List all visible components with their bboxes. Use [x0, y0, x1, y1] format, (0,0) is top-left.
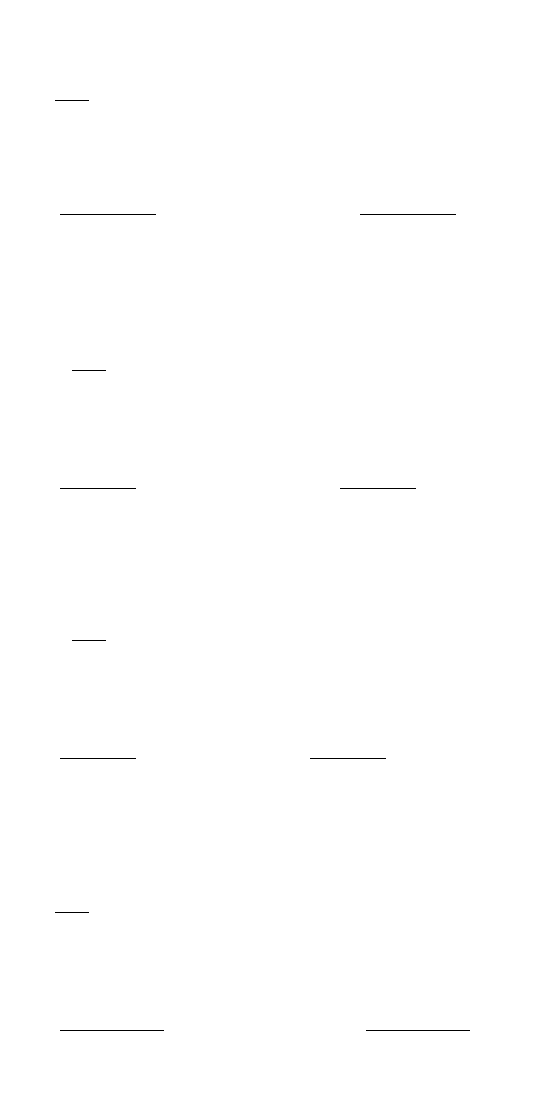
fraction-bar	[340, 488, 416, 489]
section-b-k-fraction	[72, 338, 106, 400]
section-v-x1-fraction	[60, 726, 136, 788]
fraction-bar	[72, 640, 106, 641]
fraction-bar	[55, 912, 89, 913]
section-g-x2-fraction	[366, 998, 470, 1060]
section-a-x2-fraction	[360, 182, 456, 244]
fraction-bar	[360, 214, 456, 215]
section-a-k-fraction	[55, 68, 89, 130]
fraction-bar	[60, 214, 156, 215]
fraction-bar	[55, 100, 89, 101]
section-b-x2-fraction	[340, 456, 416, 518]
fraction-bar	[60, 1030, 164, 1031]
fraction-bar	[60, 758, 136, 759]
section-a-x1-fraction	[60, 182, 156, 244]
fraction-bar	[310, 758, 386, 759]
fraction-bar	[366, 1030, 470, 1031]
fraction-bar	[60, 488, 136, 489]
section-b-x1-fraction	[60, 456, 136, 518]
section-g-k-fraction	[55, 880, 89, 942]
section-g-x1-fraction	[60, 998, 164, 1060]
section-v-k-fraction	[72, 608, 106, 670]
section-v-x2-fraction	[310, 726, 386, 788]
fraction-bar	[72, 370, 106, 371]
